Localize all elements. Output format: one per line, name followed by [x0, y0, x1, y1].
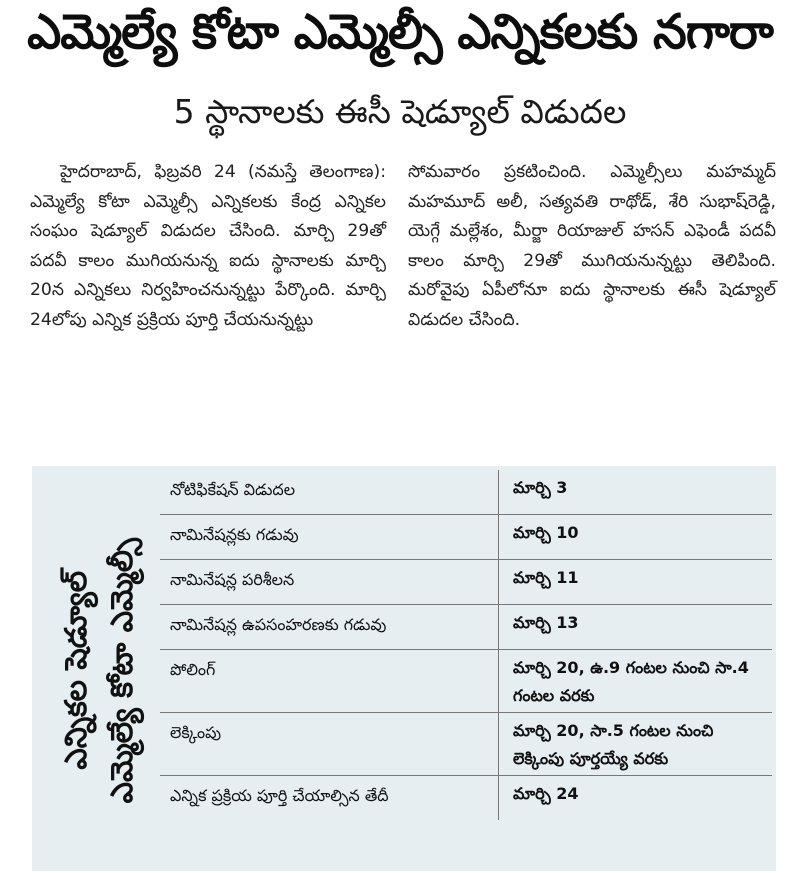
table-row	[160, 776, 772, 821]
date-cell: మార్చి 10	[499, 515, 773, 560]
table-row	[160, 605, 772, 650]
event-cell: నామినేషన్లకు గడువు	[160, 515, 499, 560]
subheadline: 5 స్థానాలకు ఈసీ షెడ్యూల్ విడుదల	[173, 92, 627, 131]
event-cell: నామినేషన్ల పరిశీలన	[160, 560, 499, 605]
table-row	[160, 560, 772, 605]
date-cell: మార్చి 3	[499, 470, 773, 515]
date-cell: మార్చి 24	[513, 784, 579, 803]
schedule-label-line-2: ఎన్నికల షెడ్యూల్	[59, 571, 94, 770]
date-cell: మార్చి 11	[499, 560, 773, 605]
event-cell: నోటిఫికేషన్ విడుదల	[160, 470, 499, 515]
date-cell: మార్చి 20, సా.5 గంటల నుంచి లెక్కింపు పూర్తయ్యే వరకు	[499, 713, 773, 776]
article-text-left: హైదరాబాద్, ఫిబ్రవరి 24 (నమస్తే తెలంగాణ): ఎమ్మెల్యే కోటా ఎమ్మెల్సీ ఎన్నికలకు కేంద్ర ఎన్నికల సంఘం షెడ్యూల్ విడుదల చేసింది. మార్చి 29తో పదవీ కాలం ముగియనున్న ఐదు స్థానాలకు మార్చి 20న ఎన్నికలు నిర్వహించనున్నట్టు పేర్కొంది. మార్చి 24లోపు ఎన్నిక ప్రక్రియ పూర్తి చేయనున్నట్టు	[30, 162, 386, 330]
event-cell: పోలింగ్	[160, 650, 499, 713]
date-cell: మార్చి 13	[499, 605, 773, 650]
article-column-left	[30, 158, 386, 336]
event-cell: లెక్కింపు	[160, 713, 499, 776]
schedule-table	[160, 470, 772, 820]
table-row	[160, 650, 772, 713]
event-cell: నామినేషన్ల ఉపసంహరణకు గడువు	[160, 605, 499, 650]
table-row	[160, 515, 772, 560]
article-text-right: సోమవారం ప్రకటించింది. ఎమ్మెల్సీలు మహమ్మద్ మహమూద్ అలీ, సత్యవతి రాథోడ్, శేరి సుభాష్‌రెడ్డి, యెగ్గే మల్లేశం, మీర్జా రియాజుల్ హసన్ ఎఫెండీ పదవీ కాలం మార్చి 29తో ముగియనున్నట్టు తెలిపింది. మరోవైపు ఏపీలోనూ ఐదు స్థానాలకు ఈసీ షెడ్యూల్ విడుదల చేసింది.	[408, 162, 776, 330]
date-cell: మార్చి 20, ఉ.9 గంటల నుంచి సా.4 గంటల వరకు	[499, 650, 773, 713]
schedule-vertical-label	[40, 478, 160, 863]
headline: ఎమ్మెల్యే కోటా ఎమ్మెల్సీ ఎన్నికలకు నగారా	[27, 4, 773, 60]
event-cell: ఎన్నిక ప్రక్రియ పూర్తి చేయాల్సిన తేదీ	[160, 776, 499, 821]
table-row	[160, 713, 772, 776]
schedule-label-line-1: ఎమ్మెల్యే కోటా ఎమ్మెల్సీ	[105, 537, 140, 804]
article-column-right	[408, 158, 776, 336]
table-row	[160, 470, 772, 515]
